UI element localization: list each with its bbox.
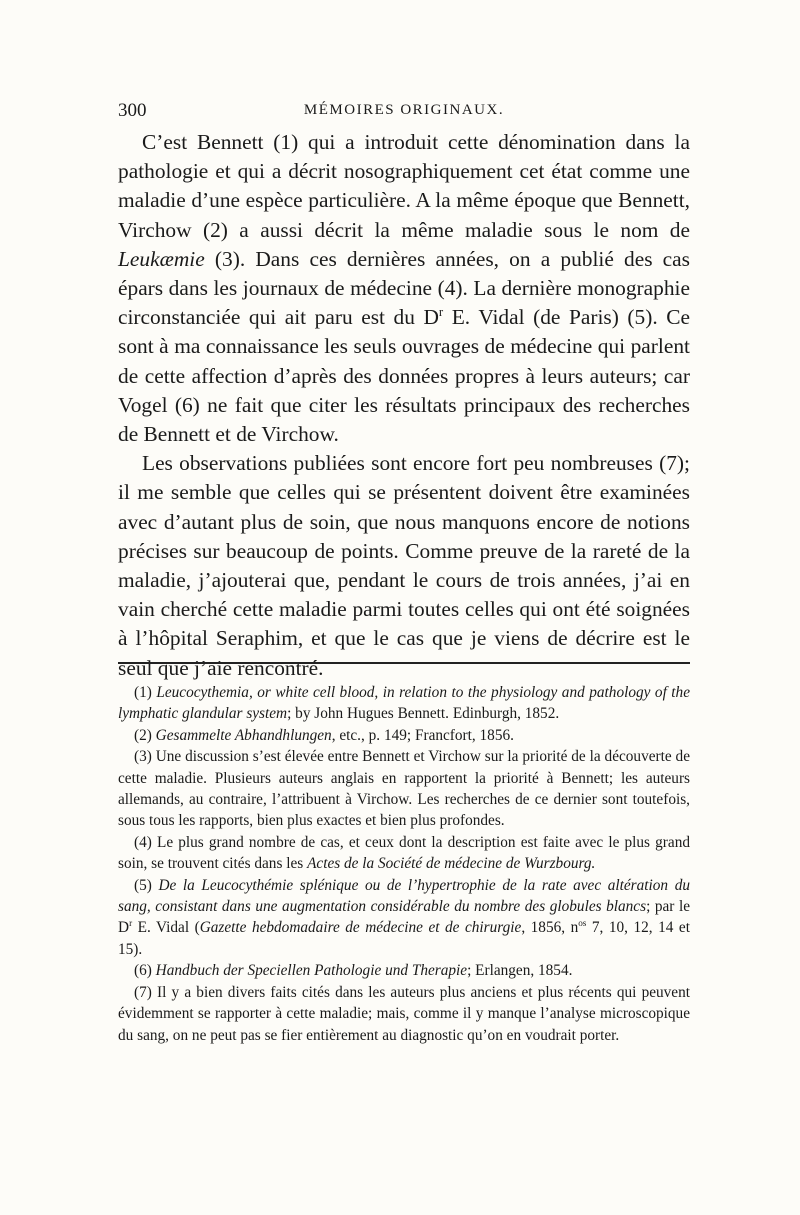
footnote-4-text: (4) Le plus grand nombre de cas, et ceux dont la description est faite avec le plus grand soin, se trouvent cités dans les [118,833,690,873]
doctor-superscript: r [438,305,444,320]
footnote-1 [118,682,690,725]
footnote-5-title: De la Leucocythémie splénique ou de l’hypertrophie de la rate avec altération du sang, consistant dans une augmentation considérable du nombre des globules blancs [118,876,690,916]
footnote-6-marker: (6) [134,962,156,980]
page-number: 300 [118,100,147,121]
footnote-1-marker: (1) [134,684,157,701]
footnote-5-journal: Gazette hebdomadaire de médecine et de chirurgie [199,919,522,937]
footnote-5 [118,875,690,961]
footnote-rule [118,662,690,664]
footnote-6-rest: ; Erlangen, 1854. [467,962,573,980]
footnote-5-numero-superscript: os [578,918,587,929]
footnote-4-title: Actes de la Société de médecine de Wurzbourg. [307,855,596,873]
main-text [118,128,690,683]
footnotes [118,682,690,1046]
footnote-6-title: Handbuch der Speciellen Pathologie und Therapie [155,962,468,980]
page-header [118,100,690,124]
footnote-5-text-a: ; par le D [118,898,690,937]
footnote-5-marker: (5) [134,876,159,894]
footnote-3: (3) Une discussion s’est élevée entre Bennett et Virchow sur la priorité de la découverte de cette maladie. Plusieurs auteurs anglais en rapportent la priorité à Bennett; les auteurs allemands, au contraire, l’attribuent à Virchow. Les recherches de ce dernier sont toutefois, sous tous les rapports, bien plus exactes et bien plus profondes. [118,748,690,830]
footnote-2-rest: , etc., p. 149; Francfort, 1856. [331,726,514,744]
footnote-2-title: Gesammelte Abhandhlungen [155,726,332,744]
footnote-6 [118,960,690,981]
footnote-1-title: Leucocythemia, or white cell blood, in relation to the physiology and pathology of the lymphatic glandular system [118,684,690,723]
running-head: MÉMOIRES ORIGINAUX. [303,102,505,118]
footnote-2-marker: (2) [134,726,156,744]
footnote-5-text-b: E. Vidal ( [132,919,200,937]
footnote-4 [118,832,690,875]
footnote-5-text-c: , 1856, n [521,919,579,937]
paragraph-1 [118,128,690,449]
footnote-2 [118,725,690,746]
footnote-1-rest: ; by John Hugues Bennett. Edinburgh, 1852. [287,705,560,723]
paragraph-2: Les observations publiées sont encore fort peu nombreuses (7); il me semble que celles qui se présentent doivent être examinées avec d’autant plus de soin, que nous manquons encore de notions précises sur beaucoup de points. Comme preuve de la rareté de la maladie, j’ajouterai que, pendant le cours de trois années, j’ai en vain cherché cette maladie parmi toutes celles qui ont été soignées à l’hôpital Seraphim, et que le cas que je viens de décrire est le seul que j’aie rencontré. [118,451,690,680]
footnote-5-doctor-superscript: r [129,918,133,929]
paragraph-1-text-b: (3). Dans ces dernières années, on a publié des cas épars dans les journaux de médecine (4). La dernière monographie circonstanciée qui ait paru est du D [118,246,690,330]
leukaemie-term: Leukæmie [118,246,205,271]
paragraph-1-text-c: E. Vidal (de Paris) (5). Ce sont à ma connaissance les seuls ouvrages de médecine qui parlent de cette affection d’après des données propres à leurs auteurs; car Vogel (6) ne fait que citer les résultats principaux des recherches de Bennett et de Virchow. [118,305,690,447]
footnote-5-text-d: 7, 10, 12, 14 et 15). [118,919,690,958]
footnote-7: (7) Il y a bien divers faits cités dans les auteurs plus anciens et plus récents qui peuvent évidemment se rapporter à cette maladie; mais, comme il y manque l’analyse microscopique du sang, on ne peut pas se fier entièrement au diagnostic qu’on en voudrait porter. [118,983,690,1044]
paragraph-1-text-a: C’est Bennett (1) qui a introduit cette dénomination dans la pathologie et qui a décrit nosographiquement cet état comme une maladie d’une espèce particulière. A la même époque que Bennett, Virchow (2) a aussi décrit la même maladie sous le nom de [118,130,690,242]
